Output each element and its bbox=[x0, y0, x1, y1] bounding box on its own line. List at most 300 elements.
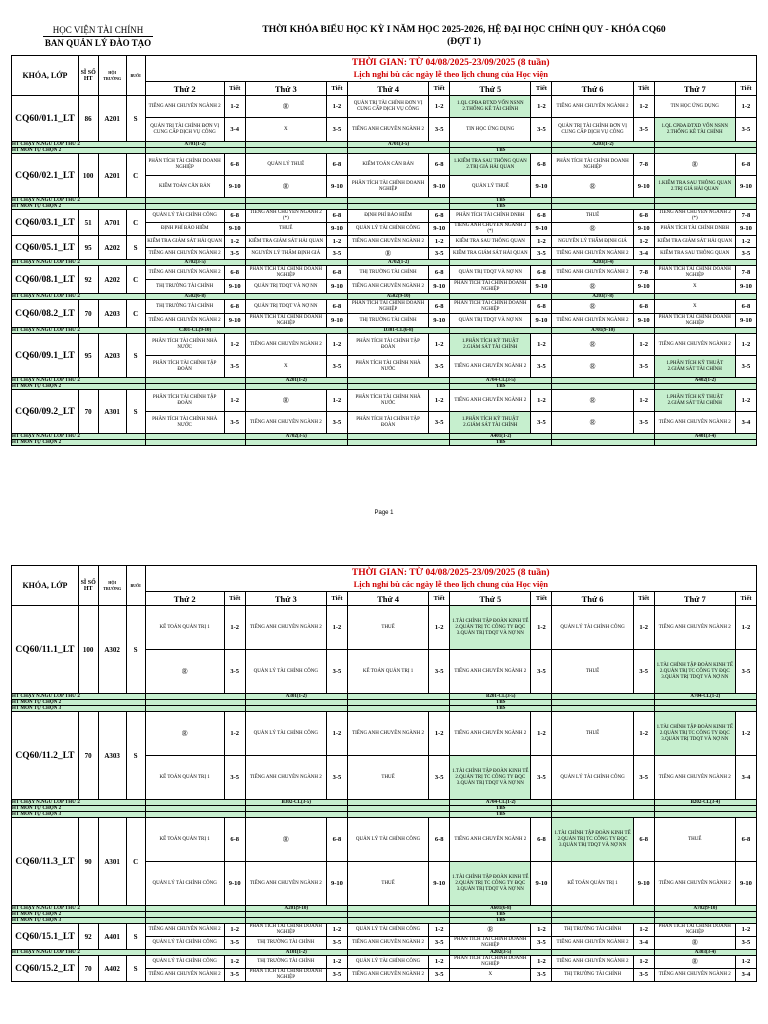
elective-cell: TBS bbox=[450, 440, 552, 446]
subject-cell: TIẾNG ANH CHUYÊN NGÀNH 2 bbox=[552, 937, 633, 950]
elective-cell: TBS bbox=[450, 706, 552, 712]
period-cell: 3-5 bbox=[224, 969, 245, 982]
period-cell: 1-2 bbox=[735, 924, 756, 937]
subject-cell: QUẢN LÝ THUẾ bbox=[450, 176, 531, 198]
note-room-cell: A502(6-8) bbox=[145, 294, 245, 300]
header-room: HỘI TRƯỜNG bbox=[98, 56, 126, 96]
period-cell: 3-5 bbox=[633, 118, 654, 142]
subject-cell: NGUYÊN LÝ THẨM ĐỊNH GIÁ bbox=[245, 248, 326, 260]
header-siso: SĨ SỐ HT bbox=[78, 566, 98, 606]
subject-cell: ® bbox=[347, 248, 428, 260]
elective-cell: TBS bbox=[450, 700, 552, 706]
period-cell: 9-10 bbox=[224, 280, 245, 294]
period-cell: 1-2 bbox=[735, 334, 756, 356]
class-room: A203 bbox=[98, 300, 126, 328]
elective-label: HT MÔN TỰ CHỌN 3 bbox=[12, 812, 146, 818]
subject-cell: 1.TÀI CHÍNH TẬP ĐOÀN KINH TẾ 2.QUẢN TRỊ TC CÔNG TY ĐQC 3.QUẢN TRỊ TDQT VÀ NỢ NN bbox=[552, 818, 633, 862]
elective-cell bbox=[552, 440, 654, 446]
subject-cell: ® bbox=[654, 154, 735, 176]
period-cell: 9-10 bbox=[327, 862, 348, 906]
period-cell: 9-10 bbox=[735, 280, 756, 294]
note-label: HT CHẠY N.NGỮ LỚP THỨ 2 bbox=[12, 950, 146, 956]
subject-cell: PHÂN TÍCH TÀI CHÍNH NHÀ NƯỚC bbox=[347, 356, 428, 378]
elective-cell bbox=[145, 440, 245, 446]
subject-cell: KIỂM TRA SAU THÔNG QUAN bbox=[450, 236, 531, 248]
schedule-row bbox=[12, 300, 757, 314]
subject-cell: ® bbox=[145, 650, 224, 694]
note-label: HT CHẠY N.NGỮ LỚP THỨ 2 bbox=[12, 378, 146, 384]
period-cell: 1-2 bbox=[531, 606, 552, 650]
period-cell: 1-2 bbox=[633, 96, 654, 118]
subject-cell: KẾ TOÁN QUẢN TRỊ 1 bbox=[347, 650, 428, 694]
subject-cell: ® bbox=[654, 937, 735, 950]
elective-cell bbox=[654, 440, 756, 446]
period-cell: 3-5 bbox=[429, 248, 450, 260]
class-name: CQ60/08.1_LT bbox=[12, 266, 79, 294]
subject-cell: KẾ TOÁN QUẢN TRỊ 1 bbox=[145, 606, 224, 650]
period-cell: 1-2 bbox=[327, 606, 348, 650]
class-session: S bbox=[126, 924, 145, 950]
subject-cell: NGUYÊN LÝ THẨM ĐỊNH GIÁ bbox=[552, 236, 633, 248]
note-room-cell: A601(6-8) bbox=[450, 906, 552, 912]
period-cell: 1-2 bbox=[735, 606, 756, 650]
term-banner bbox=[145, 56, 757, 82]
period-cell: 3-5 bbox=[327, 969, 348, 982]
subject-cell: X bbox=[654, 280, 735, 294]
subject-cell: QUẢN LÝ TÀI CHÍNH CÔNG bbox=[145, 210, 224, 223]
period-cell: 1-2 bbox=[429, 712, 450, 756]
period-header: Tiết bbox=[224, 592, 245, 606]
elective-cell: TBS bbox=[450, 812, 552, 818]
elective-label: HT MÔN TỰ CHỌN 2 bbox=[12, 912, 146, 918]
subject-cell: THUẾ bbox=[347, 606, 428, 650]
period-header: Tiết bbox=[327, 82, 348, 96]
period-cell: 9-10 bbox=[429, 176, 450, 198]
elective-label: HT MÔN TỰ CHỌN 2 bbox=[12, 384, 146, 390]
class-session: S bbox=[126, 334, 145, 378]
subject-cell: QUẢN LÝ TÀI CHÍNH CÔNG bbox=[145, 862, 224, 906]
note-room-cell: B201-CL(3-5) bbox=[450, 694, 552, 700]
subject-cell: QUẢN LÝ TÀI CHÍNH CÔNG bbox=[245, 650, 326, 694]
subject-cell: PHÂN TÍCH TÀI CHÍNH NHÀ NƯỚC bbox=[145, 334, 224, 356]
class-size: 70 bbox=[78, 390, 98, 434]
page-number: Page 1 bbox=[374, 510, 394, 516]
period-cell: 1-2 bbox=[429, 96, 450, 118]
subject-cell: TIN HỌC ỨNG DỤNG bbox=[450, 118, 531, 142]
subject-cell: THỊ TRƯỜNG TÀI CHÍNH bbox=[145, 300, 224, 314]
period-cell: 9-10 bbox=[531, 862, 552, 906]
subject-cell: X bbox=[245, 118, 326, 142]
day-header: Thứ 7 bbox=[654, 592, 735, 606]
period-cell: 6-8 bbox=[224, 818, 245, 862]
class-size: 90 bbox=[78, 818, 98, 906]
subject-cell: ® bbox=[245, 818, 326, 862]
header-class: KHÓA, LỚP bbox=[12, 566, 79, 606]
period-header: Tiết bbox=[633, 82, 654, 96]
schedule-row bbox=[12, 390, 757, 412]
class-session: C bbox=[126, 210, 145, 236]
note-room-cell: A401(1-2) bbox=[450, 434, 552, 440]
period-cell: 9-10 bbox=[531, 314, 552, 328]
note-room-cell: A702(9-10) bbox=[654, 906, 756, 912]
note-room-cell: A301(1-2) bbox=[245, 694, 347, 700]
subject-cell: QUẢN TRỊ TÀI CHÍNH ĐƠN VỊ CUNG CẤP DỊCH VỤ CÔNG bbox=[145, 118, 224, 142]
period-cell: 3-5 bbox=[327, 756, 348, 800]
subject-cell: ® bbox=[552, 223, 633, 236]
subject-cell: TIẾNG ANH CHUYÊN NGÀNH 2 bbox=[245, 334, 326, 356]
period-cell: 3-5 bbox=[531, 356, 552, 378]
period-cell: 3-5 bbox=[327, 356, 348, 378]
note-label: HT CHẠY N.NGỮ LỚP THỨ 2 bbox=[12, 294, 146, 300]
class-session: C bbox=[126, 818, 145, 906]
subject-cell: 1.PHÂN TÍCH KỸ THUẬT 2.GIÁM SÁT TÀI CHÍNH bbox=[654, 390, 735, 412]
period-cell: 3-5 bbox=[633, 356, 654, 378]
period-cell: 1-2 bbox=[429, 390, 450, 412]
class-name: CQ60/05.1_LT bbox=[12, 236, 79, 260]
period-cell: 3-5 bbox=[531, 248, 552, 260]
subject-cell: QUẢN LÝ TÀI CHÍNH CÔNG bbox=[347, 924, 428, 937]
period-cell: 1-2 bbox=[224, 712, 245, 756]
subject-cell: QUẢN LÝ TÀI CHÍNH CÔNG bbox=[347, 956, 428, 969]
subject-cell: TIẾNG ANH CHUYÊN NGÀNH 2 bbox=[552, 248, 633, 260]
period-cell: 9-10 bbox=[224, 314, 245, 328]
subject-cell: PHÂN TÍCH TÀI CHÍNH DOANH NGHIỆP bbox=[245, 924, 326, 937]
subject-cell: ® bbox=[245, 176, 326, 198]
class-name: CQ60/15.2_LT bbox=[12, 956, 79, 982]
subject-cell: TIẾNG ANH CHUYÊN NGÀNH 2 (*) bbox=[450, 223, 531, 236]
period-cell: 3-5 bbox=[224, 756, 245, 800]
period-cell: 3-5 bbox=[531, 756, 552, 800]
period-cell: 1-2 bbox=[224, 606, 245, 650]
period-cell: 3-4 bbox=[735, 969, 756, 982]
period-cell: 1-2 bbox=[735, 236, 756, 248]
subject-cell: PHÂN TÍCH TÀI CHÍNH TẬP ĐOÀN bbox=[145, 356, 224, 378]
header-siso: SĨ SỐ HT bbox=[78, 56, 98, 96]
class-name: CQ60/09.1_LT bbox=[12, 334, 79, 378]
elective-cell: TBS bbox=[450, 384, 552, 390]
note-label: HT CHẠY N.NGỮ LỚP THỨ 2 bbox=[12, 198, 146, 204]
class-room: A203 bbox=[98, 334, 126, 378]
subject-cell: TIẾNG ANH CHUYÊN NGÀNH 2 bbox=[347, 937, 428, 950]
class-size: 70 bbox=[78, 712, 98, 800]
subject-cell: THUẾ bbox=[245, 223, 326, 236]
subject-cell: 1.TÀI CHÍNH TẬP ĐOÀN KINH TẾ 2.QUẢN TRỊ TC CÔNG TY ĐQC 3.QUẢN TRỊ TDQT VÀ NỢ NN bbox=[450, 756, 531, 800]
note-room-cell: A203(7-8) bbox=[552, 294, 654, 300]
subject-cell: PHÂN TÍCH TÀI CHÍNH DOANH NGHIỆP bbox=[552, 154, 633, 176]
elective-label: HT MÔN TỰ CHỌN 3 bbox=[12, 706, 146, 712]
period-cell: 1-2 bbox=[531, 924, 552, 937]
period-cell: 1-2 bbox=[327, 236, 348, 248]
subject-cell: TIẾNG ANH CHUYÊN NGÀNH 2 bbox=[245, 862, 326, 906]
period-cell: 3-5 bbox=[327, 248, 348, 260]
subject-cell: THỊ TRƯỜNG TÀI CHÍNH bbox=[552, 924, 633, 937]
period-cell: 1-2 bbox=[633, 236, 654, 248]
period-cell: 6-8 bbox=[531, 818, 552, 862]
note-label: HT CHẠY N.NGỮ LỚP THỨ 2 bbox=[12, 434, 146, 440]
subject-cell: ® bbox=[552, 334, 633, 356]
class-session: S bbox=[126, 96, 145, 142]
period-cell: 1-2 bbox=[735, 96, 756, 118]
schedule-title: THỜI KHÓA BIỂU HỌC KỲ I NĂM HỌC 2025-2026, HỆ ĐẠI HỌC CHÍNH QUY - KHÓA CQ60 bbox=[262, 25, 666, 35]
term-period: THỜI GIAN: TỪ 04/08/2025-23/09/2025 (8 tuần) bbox=[351, 567, 550, 578]
class-name: CQ60/08.2_LT bbox=[12, 300, 79, 328]
subject-cell: PHÂN TÍCH TÀI CHÍNH DOANH NGHIỆP bbox=[654, 314, 735, 328]
period-cell: 1-2 bbox=[531, 334, 552, 356]
note-label: HT CHẠY N.NGỮ LỚP THỨ 2 bbox=[12, 694, 146, 700]
subject-cell: PHÂN TÍCH TÀI CHÍNH TẬP ĐOÀN bbox=[347, 412, 428, 434]
subject-cell: TIẾNG ANH CHUYÊN NGÀNH 2 bbox=[145, 248, 224, 260]
period-cell: 3-4 bbox=[735, 756, 756, 800]
period-cell: 9-10 bbox=[633, 176, 654, 198]
elective-cell: TBS bbox=[450, 204, 552, 210]
period-cell: 1-2 bbox=[633, 606, 654, 650]
period-cell: 9-10 bbox=[735, 223, 756, 236]
schedule-row bbox=[12, 96, 757, 118]
note-room-cell: A701(9-10) bbox=[552, 328, 654, 334]
class-size: 92 bbox=[78, 924, 98, 950]
note-room-cell: A702(3-5) bbox=[145, 260, 245, 266]
period-cell: 3-5 bbox=[531, 412, 552, 434]
period-cell: 1-2 bbox=[735, 956, 756, 969]
subject-cell: TIẾNG ANH CHUYÊN NGÀNH 2 bbox=[245, 606, 326, 650]
period-cell: 9-10 bbox=[327, 176, 348, 198]
period-header: Tiết bbox=[633, 592, 654, 606]
subject-cell: TIẾNG ANH CHUYÊN NGÀNH 2 bbox=[145, 969, 224, 982]
note-room-cell: A704-CL(1-2) bbox=[654, 694, 756, 700]
note-room-cell: A701(3-5) bbox=[347, 142, 449, 148]
subject-cell: PHÂN TÍCH TÀI CHÍNH DOANH NGHIỆP bbox=[245, 969, 326, 982]
subject-cell: TIẾNG ANH CHUYÊN NGÀNH 2 bbox=[450, 356, 531, 378]
note-room-cell: A704-CL(1-2) bbox=[450, 800, 552, 806]
period-cell: 1-2 bbox=[633, 712, 654, 756]
elective-cell: TBS bbox=[450, 806, 552, 812]
period-cell: 6-8 bbox=[735, 818, 756, 862]
subject-cell: TIẾNG ANH CHUYÊN NGÀNH 2 bbox=[145, 266, 224, 280]
elective-label: HT MÔN TỰ CHỌN 2 bbox=[12, 806, 146, 812]
period-cell: 1-2 bbox=[531, 390, 552, 412]
subject-cell: QUẢN LÝ TÀI CHÍNH CÔNG bbox=[145, 956, 224, 969]
subject-cell: TIẾNG ANH CHUYÊN NGÀNH 2 bbox=[347, 969, 428, 982]
period-cell: 9-10 bbox=[224, 176, 245, 198]
elective-label: HT MÔN TỰ CHỌN 2 bbox=[12, 204, 146, 210]
period-cell: 9-10 bbox=[531, 176, 552, 198]
class-name: CQ60/11.3_LT bbox=[12, 818, 79, 906]
subject-cell: TIẾNG ANH CHUYÊN NGÀNH 2 bbox=[654, 334, 735, 356]
period-cell: 9-10 bbox=[633, 314, 654, 328]
period-cell: 1-2 bbox=[531, 236, 552, 248]
period-cell: 3-5 bbox=[429, 969, 450, 982]
note-room-cell: TBS bbox=[450, 198, 552, 204]
period-cell: 1-2 bbox=[735, 712, 756, 756]
class-size: 100 bbox=[78, 154, 98, 198]
period-cell: 3-5 bbox=[633, 756, 654, 800]
subject-cell: TIN HỌC ỨNG DỤNG bbox=[654, 96, 735, 118]
period-header: Tiết bbox=[224, 82, 245, 96]
period-cell: 6-8 bbox=[327, 154, 348, 176]
note-room-cell: B202-CL(3-4) bbox=[654, 800, 756, 806]
note-room-cell: A203(1-2) bbox=[552, 142, 654, 148]
subject-cell: PHÂN TÍCH TÀI CHÍNH DOANH NGHIỆP bbox=[245, 266, 326, 280]
subject-cell: QUẢN TRỊ TDQT VÀ NỢ NN bbox=[245, 300, 326, 314]
class-size: 92 bbox=[78, 266, 98, 294]
subject-cell: TIẾNG ANH CHUYÊN NGÀNH 2 (*) bbox=[654, 210, 735, 223]
class-name: CQ60/01.1_LT bbox=[12, 96, 79, 142]
period-cell: 3-5 bbox=[429, 756, 450, 800]
note-room-cell: A402(1-2) bbox=[654, 378, 756, 384]
period-cell: 3-5 bbox=[429, 356, 450, 378]
period-cell: 9-10 bbox=[735, 314, 756, 328]
period-cell: 3-4 bbox=[633, 248, 654, 260]
subject-cell: TIẾNG ANH CHUYÊN NGÀNH 2 bbox=[450, 390, 531, 412]
subject-cell: KIỂM TRA GIÁM SÁT HẢI QUAN bbox=[245, 236, 326, 248]
elective-row bbox=[12, 440, 757, 446]
class-size: 70 bbox=[78, 956, 98, 982]
note-label: HT CHẠY N.NGỮ LỚP THỨ 2 bbox=[12, 906, 146, 912]
note-room-cell: A401(3-4) bbox=[654, 434, 756, 440]
subject-cell: TIẾNG ANH CHUYÊN NGÀNH 2 bbox=[347, 280, 428, 294]
period-cell: 1-2 bbox=[531, 96, 552, 118]
period-cell: 3-5 bbox=[735, 937, 756, 950]
subject-cell: PHÂN TÍCH TÀI CHÍNH DOANH NGHIỆP bbox=[654, 924, 735, 937]
subject-cell: TIẾNG ANH CHUYÊN NGÀNH 2 bbox=[347, 118, 428, 142]
period-cell: 1-2 bbox=[327, 334, 348, 356]
class-size: 86 bbox=[78, 96, 98, 142]
period-cell: 1-2 bbox=[429, 236, 450, 248]
subject-cell: QUẢN LÝ TÀI CHÍNH CÔNG bbox=[552, 756, 633, 800]
subject-cell: KẾ TOÁN QUẢN TRỊ 1 bbox=[145, 818, 224, 862]
subject-cell: PHÂN TÍCH TÀI CHÍNH TẬP ĐOÀN bbox=[145, 390, 224, 412]
period-cell: 1-2 bbox=[633, 924, 654, 937]
subject-cell: QUẢN LÝ TÀI CHÍNH CÔNG bbox=[145, 937, 224, 950]
class-session: S bbox=[126, 956, 145, 982]
class-session: S bbox=[126, 236, 145, 260]
class-room: A202 bbox=[98, 236, 126, 260]
subject-cell: X bbox=[245, 356, 326, 378]
period-cell: 3-5 bbox=[735, 248, 756, 260]
subject-cell: QUẢN LÝ TÀI CHÍNH CÔNG bbox=[245, 712, 326, 756]
class-name: CQ60/02.1_LT bbox=[12, 154, 79, 198]
subject-cell: TIẾNG ANH CHUYÊN NGÀNH 2 bbox=[145, 314, 224, 328]
period-cell: 9-10 bbox=[224, 862, 245, 906]
subject-cell: ĐỊNH PHÍ BẢO HIỂM bbox=[145, 223, 224, 236]
period-cell: 9-10 bbox=[429, 314, 450, 328]
period-cell: 1-2 bbox=[224, 96, 245, 118]
period-cell: 3-5 bbox=[531, 650, 552, 694]
period-cell: 6-8 bbox=[531, 154, 552, 176]
subject-cell: PHÂN TÍCH TÀI CHÍNH DOANH NGHIỆP bbox=[347, 300, 428, 314]
subject-cell: KIỂM TRA GIÁM SÁT HẢI QUAN bbox=[450, 248, 531, 260]
day-header: Thứ 5 bbox=[450, 592, 531, 606]
period-cell: 6-8 bbox=[327, 210, 348, 223]
period-cell: 7-8 bbox=[735, 210, 756, 223]
header-session: BUỔI bbox=[126, 566, 145, 606]
period-cell: 3-5 bbox=[633, 969, 654, 982]
subject-cell: TIẾNG ANH CHUYÊN NGÀNH 2 bbox=[245, 412, 326, 434]
period-header: Tiết bbox=[429, 82, 450, 96]
period-cell: 6-8 bbox=[327, 266, 348, 280]
note-room-cell: C301-CL(9-10) bbox=[145, 328, 245, 334]
subject-cell: PHÂN TÍCH TÀI CHÍNH DNBH bbox=[654, 223, 735, 236]
period-cell: 6-8 bbox=[735, 154, 756, 176]
class-room: A301 bbox=[98, 390, 126, 434]
period-header: Tiết bbox=[531, 82, 552, 96]
period-cell: 6-8 bbox=[327, 300, 348, 314]
subject-cell: QUẢN TRỊ TDQT VÀ NỢ NN bbox=[450, 266, 531, 280]
period-cell: 9-10 bbox=[429, 223, 450, 236]
period-cell: 9-10 bbox=[735, 176, 756, 198]
class-name: CQ60/15.1_LT bbox=[12, 924, 79, 950]
period-cell: 3-5 bbox=[224, 248, 245, 260]
subject-cell: 1.PHÂN TÍCH KỸ THUẬT 2.GIÁM SÁT TÀI CHÍNH bbox=[450, 334, 531, 356]
subject-cell: KẾ TOÁN QUẢN TRỊ 1 bbox=[552, 862, 633, 906]
page-header bbox=[0, 0, 768, 52]
schedule-row bbox=[12, 334, 757, 356]
period-cell: 1-2 bbox=[327, 96, 348, 118]
day-header: Thứ 4 bbox=[347, 82, 428, 96]
subject-cell: 1.QL CPĐA ĐTXD VỐN NSNN 2.THỐNG KÊ TÀI CHÍNH bbox=[450, 96, 531, 118]
period-cell: 6-8 bbox=[531, 300, 552, 314]
subject-cell: THUẾ bbox=[552, 210, 633, 223]
note-room-cell: A502(9-10) bbox=[347, 294, 449, 300]
subject-cell: PHÂN TÍCH TÀI CHÍNH DOANH NGHIỆP bbox=[450, 280, 531, 294]
subject-cell: TIẾNG ANH CHUYÊN NGÀNH 2 bbox=[654, 756, 735, 800]
elective-cell: TBS bbox=[450, 918, 552, 924]
period-cell: 6-8 bbox=[224, 210, 245, 223]
elective-cell: TBS bbox=[450, 148, 552, 154]
period-cell: 1-2 bbox=[327, 956, 348, 969]
subject-cell: QUẢN LÝ THUẾ bbox=[245, 154, 326, 176]
period-cell: 3-5 bbox=[224, 412, 245, 434]
period-cell: 3-5 bbox=[429, 118, 450, 142]
class-room: A201 bbox=[98, 96, 126, 142]
period-cell: 9-10 bbox=[633, 862, 654, 906]
period-cell: 9-10 bbox=[224, 223, 245, 236]
header-session: BUỔI bbox=[126, 56, 145, 96]
period-cell: 3-5 bbox=[224, 937, 245, 950]
subject-cell: TIẾNG ANH CHUYÊN NGÀNH 2 bbox=[552, 96, 633, 118]
subject-cell: QUẢN TRỊ TDQT VÀ NỢ NN bbox=[245, 280, 326, 294]
elective-label: HT MÔN TỰ CHỌN 3 bbox=[12, 918, 146, 924]
subject-cell: QUẢN LÝ TÀI CHÍNH CÔNG bbox=[552, 606, 633, 650]
subject-cell: KIỂM TOÁN CĂN BẢN bbox=[347, 154, 428, 176]
note-label: HT CHẠY N.NGỮ LỚP THỨ 2 bbox=[12, 800, 146, 806]
subject-cell: PHÂN TÍCH TÀI CHÍNH TẬP ĐOÀN bbox=[347, 334, 428, 356]
period-cell: 3-5 bbox=[531, 937, 552, 950]
class-size: 100 bbox=[78, 606, 98, 694]
subject-cell: PHÂN TÍCH TÀI CHÍNH DNBH bbox=[450, 210, 531, 223]
subject-cell: 1.PHÂN TÍCH KỸ THUẬT 2.GIÁM SÁT TÀI CHÍNH bbox=[450, 412, 531, 434]
subject-cell: ® bbox=[552, 280, 633, 294]
header-room: HỘI TRƯỜNG bbox=[98, 566, 126, 606]
period-cell: 6-8 bbox=[429, 300, 450, 314]
subject-cell: PHÂN TÍCH TÀI CHÍNH DOANH NGHIỆP bbox=[347, 176, 428, 198]
period-cell: 1-2 bbox=[224, 390, 245, 412]
note-room-cell: A702(3-5) bbox=[245, 434, 347, 440]
period-cell: 3-5 bbox=[327, 412, 348, 434]
class-session: S bbox=[126, 606, 145, 694]
elective-label: HT MÔN TỰ CHỌN 2 bbox=[12, 148, 146, 154]
subject-cell: THỊ TRƯỜNG TÀI CHÍNH bbox=[347, 314, 428, 328]
subject-cell: TIẾNG ANH CHUYÊN NGÀNH 2 bbox=[552, 314, 633, 328]
period-cell: 3-4 bbox=[735, 412, 756, 434]
subject-cell: PHÂN TÍCH TÀI CHÍNH DOANH NGHIỆP bbox=[654, 266, 735, 280]
period-cell: 1-2 bbox=[531, 956, 552, 969]
class-name: CQ60/03.1_LT bbox=[12, 210, 79, 236]
period-cell: 6-8 bbox=[224, 300, 245, 314]
day-header: Thứ 2 bbox=[145, 592, 224, 606]
period-cell: 7-8 bbox=[633, 154, 654, 176]
subject-cell: TIẾNG ANH CHUYÊN NGÀNH 2 bbox=[145, 96, 224, 118]
